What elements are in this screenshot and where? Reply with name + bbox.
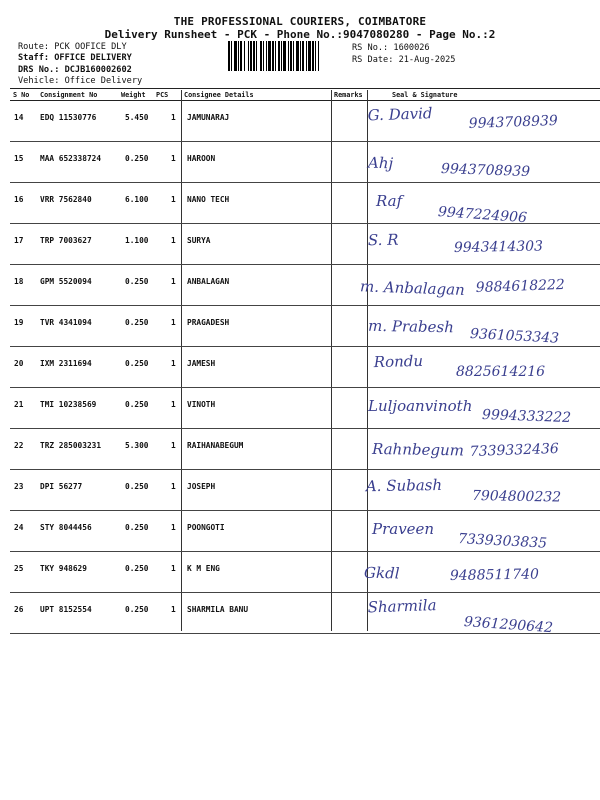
row-consignment-no: TRP 7003627 bbox=[40, 236, 92, 245]
vehicle-label: Vehicle: Office Delivery bbox=[18, 76, 143, 86]
signature-name: Rahnbegum bbox=[371, 439, 465, 460]
row-consignee: SURYA bbox=[187, 236, 211, 245]
row-pcs: 1 bbox=[171, 236, 176, 245]
row-sno: 20 bbox=[14, 359, 24, 368]
barcode-image bbox=[228, 41, 348, 71]
staff-label: Staff: OFFICE DELIVERY bbox=[18, 53, 132, 63]
row-weight: 5.450 bbox=[125, 113, 149, 122]
row-sno: 17 bbox=[14, 236, 24, 245]
drs-number: DRS No.: DCJB160002602 bbox=[18, 65, 132, 75]
row-pcs: 1 bbox=[171, 400, 176, 409]
row-pcs: 1 bbox=[171, 564, 176, 573]
row-weight: 0.250 bbox=[125, 482, 149, 491]
row-sno: 26 bbox=[14, 605, 24, 614]
row-sno: 19 bbox=[14, 318, 24, 327]
signature-name: Ahj bbox=[367, 153, 394, 173]
row-consignee: JAMESH bbox=[187, 359, 216, 368]
row-consignee: ANBALAGAN bbox=[187, 277, 230, 286]
row-pcs: 1 bbox=[171, 359, 176, 368]
row-pcs: 1 bbox=[171, 195, 176, 204]
row-consignment-no: TKY 948629 bbox=[40, 564, 87, 573]
route-label: Route: PCK OOFICE DLY bbox=[18, 42, 127, 52]
row-sno: 22 bbox=[14, 441, 24, 450]
signature-phone: 7339303835 bbox=[457, 531, 548, 552]
signature-name: Rondu bbox=[373, 351, 424, 372]
col-header-sno: S No bbox=[13, 91, 30, 99]
row-consignee: RAIHANABEGUM bbox=[187, 441, 244, 450]
row-pcs: 1 bbox=[171, 318, 176, 327]
row-consignment-no: GPM 5520094 bbox=[40, 277, 92, 286]
signature-name: Gkdl bbox=[363, 563, 400, 583]
signature-name: G. David bbox=[367, 104, 433, 125]
signature-handwriting bbox=[360, 428, 598, 469]
row-consignment-no: MAA 652338724 bbox=[40, 154, 102, 163]
row-weight: 0.250 bbox=[125, 277, 149, 286]
signature-name: Praveen bbox=[372, 520, 435, 538]
row-consignment-no: TMI 10238569 bbox=[40, 400, 97, 409]
signature-handwriting bbox=[360, 141, 598, 182]
rs-date: RS Date: 21-Aug-2025 bbox=[352, 55, 456, 65]
row-consignee: SHARMILA BANU bbox=[187, 605, 249, 614]
signature-phone: 9361053343 bbox=[469, 326, 560, 347]
signature-handwriting bbox=[360, 100, 598, 141]
col-header-consignment: Consignment No bbox=[40, 91, 98, 99]
signature-phone: 9943708939 bbox=[468, 112, 559, 132]
signature-phone: 9947224906 bbox=[437, 204, 528, 227]
row-weight: 0.250 bbox=[125, 318, 149, 327]
col-header-remarks: Remarks bbox=[334, 91, 363, 99]
signature-phone: 7339332436 bbox=[469, 440, 560, 460]
signature-handwriting bbox=[360, 510, 598, 551]
signature-handwriting bbox=[360, 592, 598, 637]
row-consignee: NANO TECH bbox=[187, 195, 230, 204]
row-sno: 24 bbox=[14, 523, 24, 532]
row-consignee: POONGOTI bbox=[187, 523, 225, 532]
signature-phone: 9488511740 bbox=[449, 566, 540, 584]
row-pcs: 1 bbox=[171, 605, 176, 614]
row-weight: 0.250 bbox=[125, 154, 149, 163]
signature-name: S. R bbox=[367, 230, 399, 250]
row-pcs: 1 bbox=[171, 277, 176, 286]
row-consignee: HAROON bbox=[187, 154, 216, 163]
signature-handwriting bbox=[360, 223, 598, 264]
row-consignee: JAMUNARAJ bbox=[187, 113, 230, 122]
signature-phone: 9884618222 bbox=[475, 276, 566, 296]
runsheet-heading: Delivery Runsheet - PCK - Phone No.:9047080280 - Page No.:2 bbox=[104, 28, 496, 41]
rs-number: RS No.: 1600026 bbox=[352, 43, 430, 53]
col-header-seal: Seal & Signature bbox=[392, 91, 458, 99]
signature-name: m. Anbalagan bbox=[359, 277, 466, 299]
row-consignment-no: EDQ 11530776 bbox=[40, 113, 97, 122]
signature-handwriting bbox=[360, 264, 598, 305]
signature-name: Raf bbox=[376, 192, 403, 210]
row-consignment-no: DPI 56277 bbox=[40, 482, 83, 491]
signature-phone: 9994333222 bbox=[481, 407, 572, 427]
row-sno: 15 bbox=[14, 154, 24, 163]
row-weight: 0.250 bbox=[125, 564, 149, 573]
signature-name: A. Subash bbox=[365, 475, 443, 496]
row-sno: 14 bbox=[14, 113, 24, 122]
row-consignee: VINOTH bbox=[187, 400, 216, 409]
row-sno: 21 bbox=[14, 400, 24, 409]
row-weight: 0.250 bbox=[125, 605, 149, 614]
row-consignment-no: TVR 4341094 bbox=[40, 318, 92, 327]
row-pcs: 1 bbox=[171, 523, 176, 532]
signature-phone: 9943414303 bbox=[453, 238, 544, 256]
col-header-weight: Weight bbox=[121, 91, 146, 99]
row-pcs: 1 bbox=[171, 482, 176, 491]
signature-name: Sharmila bbox=[367, 596, 437, 617]
signature-phone: 8825614216 bbox=[456, 364, 546, 380]
signature-phone: 9943708939 bbox=[440, 161, 531, 181]
row-pcs: 1 bbox=[171, 154, 176, 163]
signature-handwriting bbox=[360, 346, 598, 387]
signature-handwriting bbox=[360, 551, 598, 592]
col-header-consignee: Consignee Details bbox=[184, 91, 254, 99]
row-consignee: PRAGADESH bbox=[187, 318, 230, 327]
row-consignee: JOSEPH bbox=[187, 482, 216, 491]
row-consignment-no: TRZ 285003231 bbox=[40, 441, 102, 450]
row-sno: 16 bbox=[14, 195, 24, 204]
row-consignment-no: UPT 8152554 bbox=[40, 605, 92, 614]
row-weight: 6.100 bbox=[125, 195, 149, 204]
row-consignment-no: IXM 2311694 bbox=[40, 359, 92, 368]
signature-phone: 7904800232 bbox=[471, 488, 562, 506]
row-sno: 23 bbox=[14, 482, 24, 491]
row-sno: 25 bbox=[14, 564, 24, 573]
row-pcs: 1 bbox=[171, 441, 176, 450]
signature-handwriting bbox=[360, 182, 598, 227]
row-consignment-no: VRR 7562840 bbox=[40, 195, 92, 204]
signature-handwriting bbox=[360, 469, 598, 510]
company-name: THE PROFESSIONAL COURIERS, COIMBATORE bbox=[173, 15, 427, 28]
row-pcs: 1 bbox=[171, 113, 176, 122]
row-consignment-no: STY 8044456 bbox=[40, 523, 92, 532]
signature-name: Luljoanvinoth bbox=[368, 397, 473, 415]
row-sno: 18 bbox=[14, 277, 24, 286]
row-weight: 1.100 bbox=[125, 236, 149, 245]
signature-phone: 9361290642 bbox=[463, 614, 554, 637]
signature-handwriting bbox=[360, 305, 598, 346]
signature-handwriting bbox=[360, 387, 598, 428]
row-weight: 0.250 bbox=[125, 359, 149, 368]
header-top-rule bbox=[10, 88, 600, 89]
signature-name: m. Prabesh bbox=[367, 316, 455, 337]
col-header-pcs: PCS bbox=[156, 91, 169, 99]
row-weight: 0.250 bbox=[125, 523, 149, 532]
row-consignee: K M ENG bbox=[187, 564, 220, 573]
row-weight: 5.300 bbox=[125, 441, 149, 450]
row-weight: 0.250 bbox=[125, 400, 149, 409]
